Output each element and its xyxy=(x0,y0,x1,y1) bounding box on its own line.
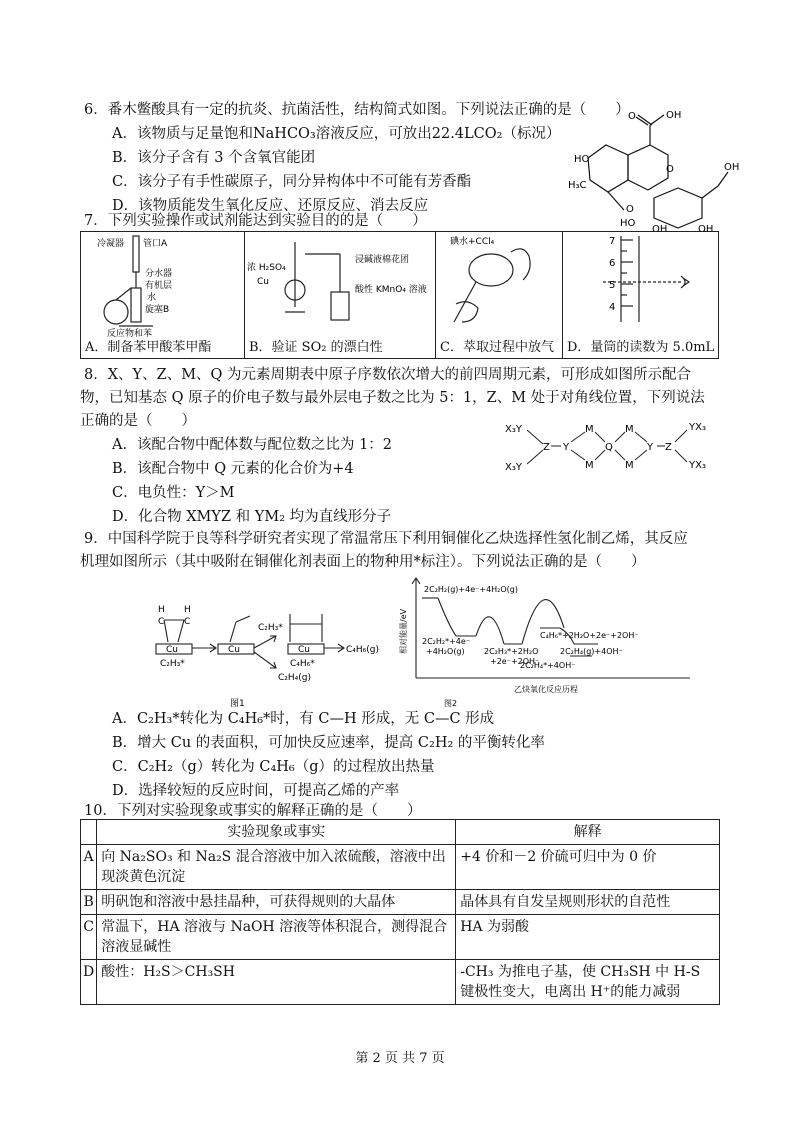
q9-line-2: 机理如图所示（其中吸附在铜催化剂表面上的物种用*标注）。下列说法正确的是（ ） xyxy=(80,554,646,570)
q10-row-fact: 酸性：H₂S＞CH₃SH xyxy=(97,960,456,1005)
q7-caption-d: D．量筒的读数为 5.0mL xyxy=(567,340,715,355)
q7a-condenser: 冷凝器 xyxy=(97,239,125,249)
q9f2-s2: 2C₂H₃*+2H₂O xyxy=(484,647,539,656)
q7b-cu: Cu xyxy=(257,277,269,287)
q10-row-label: C xyxy=(81,915,97,960)
q9f1-caption: 图1 xyxy=(230,699,245,709)
q6-oh-top: OH xyxy=(666,110,682,121)
q7d-tick-7: 7 xyxy=(609,236,616,247)
q9f1-cu-2: Cu xyxy=(228,645,240,655)
q8s-z-1: Z xyxy=(543,442,550,453)
q7b-cotton: 浸碱液棉花团 xyxy=(355,255,410,265)
q7a-water: 水 xyxy=(147,293,157,303)
q9-option-c: C．C₂H₂（g）转化为 C₄H₆（g）的过程放出热量 xyxy=(112,759,435,775)
q10-row-label: D xyxy=(81,960,97,1005)
q9-line-1: 9．中国科学院于良等科学研究者实现了常温常压下利用铜催化乙炔选择性氢化制乙烯，其反应 xyxy=(84,531,688,547)
q6-ho: HO xyxy=(574,154,590,165)
q9f1-c2h3: C₂H₃* xyxy=(160,659,185,669)
q8-line-3: 正确的是（ ） xyxy=(80,413,196,429)
q8-option-a: A．该配合物中配体数与配位数之比为 1：2 xyxy=(112,437,393,453)
q6-option-b: B．该分子含有 3 个含氧官能团 xyxy=(112,150,316,166)
q9f1-c2h4g: C₂H₄(g) xyxy=(278,673,312,683)
q7-cell-a xyxy=(81,232,245,359)
q10-row-explain: 晶体具有自发呈规则形状的自范性 xyxy=(456,890,720,915)
q7-apparatus-table xyxy=(80,231,719,359)
q9f1-c-b: C xyxy=(184,617,191,627)
q8s-x3y-1: X₃Y xyxy=(505,424,522,435)
q8-line-1: 8．X、Y、Z、M、Q 为元素周期表中原子序数依次增大的前四周期元素，可形成如图所示配合 xyxy=(84,367,692,383)
table-row xyxy=(81,960,720,1005)
q9f1-cu-1: Cu xyxy=(166,645,178,655)
q7-stem: 7．下列实验操作或试剂能达到实验目的的是（ ） xyxy=(84,213,427,229)
q9f1-h-a: H xyxy=(158,605,165,615)
q8-line-2: 物，已知基态 Q 原子的价电子数与最外层电子数之比为 5：1，Z、M 处于对角线位置，下列说法 xyxy=(80,390,705,406)
q10-row-explain: -CH₃ 为推电子基，使 CH₃SH 中 H-S 键极性变大，电离出 H⁺的能力减弱 xyxy=(456,960,720,1005)
q9f2-top: 2C₂H₂(g)+4e⁻+4H₂O(g) xyxy=(424,585,518,594)
table-row xyxy=(81,890,720,915)
q9f2-s3: C₄H₆*+2H₂O+2e⁻+2OH⁻ xyxy=(540,631,639,640)
q7a-separator: 分水器 xyxy=(145,269,173,279)
q6-oh-bottom-1: OH xyxy=(652,224,668,232)
q8s-q: Q xyxy=(605,442,613,453)
q6-option-d: D．该物质能发生氧化反应、还原反应、消去反应 xyxy=(112,198,429,214)
q10-row-label: B xyxy=(81,890,97,915)
q8-option-b: B．该配合物中 Q 元素的化合价为+4 xyxy=(112,461,354,477)
q9f1-cu-3: Cu xyxy=(298,645,310,655)
q8s-m-4: M xyxy=(625,460,634,471)
q9f1-h-b: H xyxy=(184,605,191,615)
q10-header-row xyxy=(81,820,720,845)
q10-row-fact: 明矾饱和溶液中悬挂晶种，可获得规则的大晶体 xyxy=(97,890,456,915)
q9f2-s5: 2C₂H₄*+4OH⁻ xyxy=(520,661,576,670)
q9f1-c-a: C xyxy=(158,617,165,627)
q10-header-explain: 解释 xyxy=(456,820,720,845)
q9f1-c2h3-b: C₂H₃* xyxy=(258,623,283,633)
q7a-tube-a: 管口A xyxy=(143,239,168,249)
q7-cell-c xyxy=(436,232,563,359)
table-row xyxy=(81,915,720,960)
q9-option-a: A．C₂H₃*转化为 C₄H₆*时，有 C—H 形成，无 C—C 形成 xyxy=(112,711,495,727)
q9f2-ylabel: 相对能量/eV xyxy=(399,608,408,654)
q7d-tick-4: 4 xyxy=(609,302,616,313)
q7-apparatus-a xyxy=(81,232,244,338)
q9f2-xlabel: 乙炔氧化反应历程 xyxy=(514,685,578,694)
q6-oh-right: OH xyxy=(724,162,740,173)
q9-option-b: B．增大 Cu 的表面积，可加快反应速率，提高 C₂H₂ 的平衡转化率 xyxy=(112,735,545,751)
q8-complex-figure xyxy=(505,418,723,476)
q7-caption-a: A．制备苯甲酸苯甲酯 xyxy=(85,340,212,355)
q10-row-explain: +4 价和－2 价硫可归中为 0 价 xyxy=(456,845,720,890)
q6-ho-bottom: HO xyxy=(620,218,636,229)
q10-table xyxy=(80,819,720,1005)
q6-h3c: H₃C xyxy=(568,180,587,191)
q7-apparatus-d xyxy=(563,232,719,338)
table-row xyxy=(81,845,720,890)
q7c-top: 碘水+CCl₄ xyxy=(450,237,495,247)
q7a-mix: 反应物和苯 xyxy=(107,329,153,338)
q9-figure-1 xyxy=(150,590,380,710)
q8s-m-2: M xyxy=(585,460,594,471)
q10-row-label: A xyxy=(81,845,97,890)
q7b-acid: 浓 H₂SO₄ xyxy=(247,263,286,273)
q7d-tick-5: 5 xyxy=(609,280,616,291)
q6-o-link: O xyxy=(626,204,634,215)
q7-cell-b xyxy=(245,232,436,359)
q7-caption-b: B．验证 SO₂ 的漂白性 xyxy=(249,340,383,355)
q10-row-fact: 向 Na₂SO₃ 和 Na₂S 混合溶液中加入浓硫酸，溶液中出现淡黄色沉淀 xyxy=(97,845,456,890)
q6-structure-figure xyxy=(568,100,748,232)
q10-stem: 10．下列对实验现象或事实的解释正确的是（ ） xyxy=(84,803,422,819)
q7-apparatus-c xyxy=(436,232,562,338)
q6-o-top: O xyxy=(628,111,636,122)
q9-figure-2 xyxy=(394,574,694,714)
q9f2-s1: 2C₂H₂*+4e⁻ xyxy=(422,637,471,646)
q9f2-caption: 图2 xyxy=(444,699,458,708)
q7-cell-d xyxy=(563,232,719,359)
q9f1-c4h6g: C₄H₆(g) xyxy=(346,645,380,655)
q6-o-ring: O xyxy=(666,164,674,175)
q7a-organic: 有机层 xyxy=(145,281,173,291)
q7b-kmno4: 酸性 KMnO₄ 溶液 xyxy=(355,285,427,295)
q8s-z-2: Z xyxy=(665,442,672,453)
q9f2-s2b: +2e⁻+2OH⁻ xyxy=(490,657,540,666)
q9f2-s4: 2C₂H₄(g)+4OH⁻ xyxy=(560,647,623,656)
q7d-tick-6: 6 xyxy=(609,258,616,269)
q10-header-fact: 实验现象或事实 xyxy=(97,820,456,845)
q8s-x3y-2: X₃Y xyxy=(505,462,522,473)
q8s-y-1: Y xyxy=(563,442,570,453)
q8s-yx3-a: YX₃ xyxy=(689,422,706,433)
q8s-yx3-b: YX₃ xyxy=(689,460,706,471)
q8s-m-3: M xyxy=(625,424,634,435)
q8s-m-1: M xyxy=(585,424,594,435)
q6-oh-bottom-2: OH xyxy=(698,224,714,232)
q7-caption-c: C．萃取过程中放气 xyxy=(440,340,554,355)
q8-option-d: D．化合物 XMYZ 和 YM₂ 均为直线形分子 xyxy=(112,509,392,525)
q10-row-fact: 常温下，HA 溶液与 NaOH 溶液等体积混合，测得混合溶液显碱性 xyxy=(97,915,456,960)
q9f2-s1b: +4H₂O(g) xyxy=(426,647,465,656)
q6-option-c: C．该分子有手性碳原子，同分异构体中不可能有芳香酯 xyxy=(112,174,472,190)
q9-option-d: D．选择较短的反应时间，可提高乙烯的产率 xyxy=(112,783,400,799)
q7a-cock: 旋塞B xyxy=(145,305,170,315)
q6-option-a: A．该物质与足量饱和NaHCO₃溶液反应，可放出22.4LCO₂（标况） xyxy=(112,126,561,142)
q9f1-c4h6: C₄H₆* xyxy=(290,659,315,669)
q6-stem: 6．番木鳖酸具有一定的抗炎、抗菌活性，结构简式如图。下列说法正确的是（ ） xyxy=(84,102,630,118)
page-footer: 第 2 页 共 7 页 xyxy=(355,1051,445,1066)
q8s-y-2: Y xyxy=(647,442,654,453)
q7-apparatus-b xyxy=(245,232,435,338)
q8-option-c: C．电负性：Y＞M xyxy=(112,485,235,501)
q10-row-explain: HA 为弱酸 xyxy=(456,915,720,960)
